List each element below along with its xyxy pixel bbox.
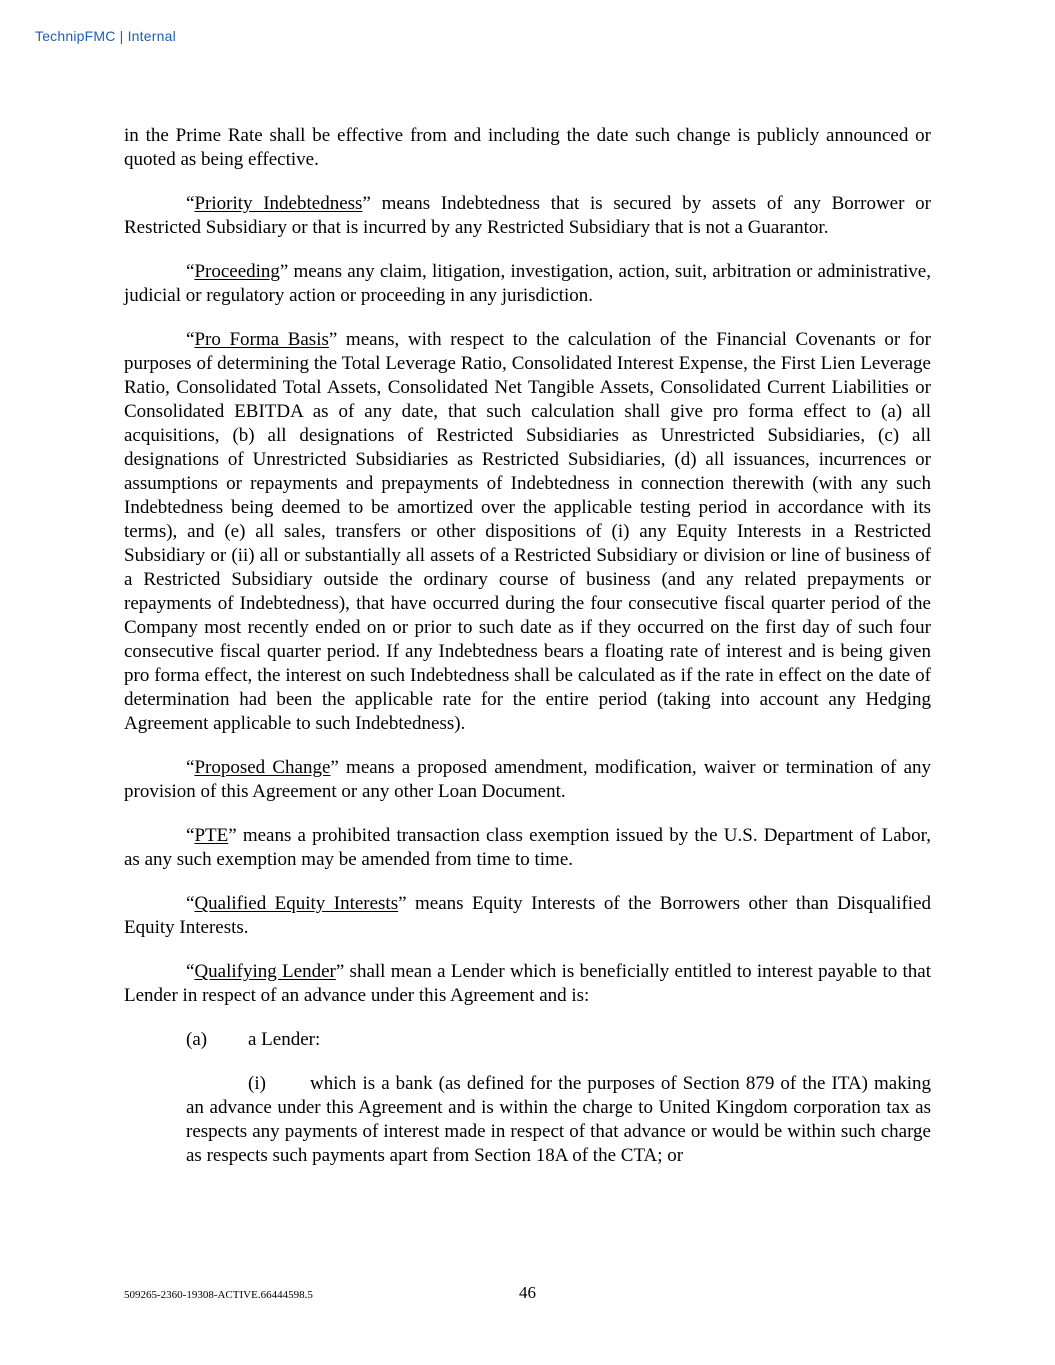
clause-text: a Lender: [248,1029,321,1050]
definition-text: ” means Equity Interests of the Borrowers other than Disqualified Equity Interests. [124,893,932,938]
paragraph-prime-rate-continuation: in the Prime Rate shall be effective from and including the date such change is publicly announced or quoted as being effective. [124,125,931,170]
page-number: 46 [519,1283,536,1302]
definition-proceeding [124,260,931,308]
defined-term: Proceeding [194,261,280,282]
open-quote: “ [186,961,195,982]
definition-proposed-change [124,756,931,804]
definition-text: ” means a prohibited transaction class exemption issued by the U.S. Department of Labor, as any such exemption may be amended from time to time. [124,825,931,870]
open-quote: “ [186,893,195,914]
definition-qualified-equity-interests [124,892,931,940]
defined-term: Priority Indebtedness [194,193,363,214]
clause-i [186,1072,931,1168]
definition-text: ” means any claim, litigation, investigation, action, suit, arbitration or administrative, judicial or regulatory action or proceeding in any jurisdiction. [124,261,931,306]
defined-term: Proposed Change [194,757,331,778]
classification-label: TechnipFMC | Internal [35,28,176,44]
clause-text: which is a bank (as defined for the purposes of Section 879 of the ITA) making an advance under this Agreement and is within the charge to United Kingdom corporation tax as respects any payments of interest made in respect of that advance or would be within such charge as respects such payments apart from Section 18A of the CTA; or [186,1073,931,1166]
defined-term: Qualifying Lender [194,961,336,982]
definition-qualifying-lender [124,960,931,1008]
open-quote: “ [186,757,195,778]
clause-label: (i) [248,1073,266,1094]
clause-label: (a) [186,1029,208,1050]
defined-term: Pro Forma Basis [194,329,329,350]
definition-priority-indebtedness [124,192,931,240]
defined-term: PTE [194,825,229,846]
document-body [124,124,931,1168]
clause-a [186,1028,931,1052]
open-quote: “ [186,193,195,214]
open-quote: “ [186,261,195,282]
definition-pte [124,824,931,872]
definition-text: ” means Indebtedness that is secured by assets of any Borrower or Restricted Subsidiary or that is incurred by any Restricted Subsidiary that is not a Guarantor. [124,193,931,238]
definition-pro-forma-basis [124,328,931,736]
definition-text: ” shall mean a Lender which is beneficially entitled to interest payable to that Lender in respect of an advance under this Agreement and is: [124,961,931,1006]
footer-document-id: 509265-2360-19308-ACTIVE.66444598.5 [124,1289,313,1301]
open-quote: “ [186,825,195,846]
definition-text: ” means, with respect to the calculation of the Financial Covenants or for purposes of determining the Total Leverage Ratio, Consolidated Interest Expense, the First Lien Leverage Ratio, Consolidated Total Assets, Consolidated Net Tangible Assets, Consolidated Current Liabilities or Consolidated EBITDA as of any date, that such calculation shall give pro forma effect to (a) all acquisitions, (b) all designations of Restricted Subsidiaries as Unrestricted Subsidiaries, (c) all designations of Unrestricted Subsidiaries as Restricted Subsidiaries, (d) all issuances, incurrences or assumptions or repayments and prepayments of Indebtedness in connection therewith (with any such Indebtedness being deemed to be amortized over the applicable testing period in accordance with its terms), and (e) all sales, transfers or other dispositions of (i) any Equity Interests in a Restricted Subsidiary or (ii) all or substantially all assets of a Restricted Subsidiary or division or line of business of a Restricted Subsidiary outside the ordinary course of business (and any related prepayments or repayments of Indebtedness), that have occurred during the four consecutive fiscal quarter period of the Company most recently ended on or prior to such date as if they occurred on the first day of such four consecutive fiscal quarter period. If any Indebtedness bears a floating rate of interest and is being given pro forma effect, the interest on such Indebtedness shall be calculated as if the rate in effect on the date of determination had been the applicable rate for the entire period (taking into account any Hedging Agreement applicable to such Indebtedness). [124,329,931,734]
open-quote: “ [186,329,195,350]
defined-term: Qualified Equity Interests [194,893,399,914]
definition-text: ” means a proposed amendment, modification, waiver or termination of any provision of this Agreement or any other Loan Document. [124,757,932,802]
